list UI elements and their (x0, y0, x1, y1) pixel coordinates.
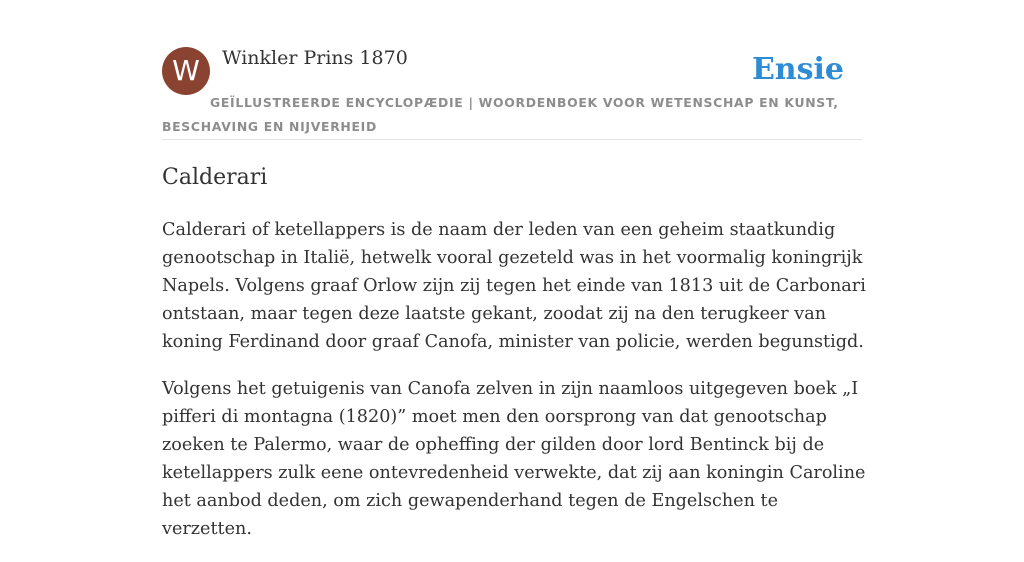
source-subtitle: GEÏLLUSTREERDE ENCYCLOPÆDIE | WOORDENBOEK VOOR WETENSCHAP EN KUNST, BESCHAVING EN NIJVERHEID (162, 95, 839, 134)
ensie-logo[interactable]: Ensie (751, 52, 844, 87)
article-paragraph: Volgens het getuigenis van Canofa zelven in zijn naamloos uitgegeven boek „I pifferi di montagna (1820)” moet men den oorsprong van dat genootschap zoeken te Palermo, waar de opheffing der gilden door lord Bentinck bij de ketellappers zulk eene ontevredenheid verwekte, dat zij aan koningin Caroline het aanbod deden, om zich gewapenderhand tegen de Engelschen te verzetten. (162, 379, 866, 539)
article-paragraph: Calderari of ketellappers is de naam der leden van een geheim staatkundig genootschap in Italië, hetwelk vooral gezeteld was in het voormalig koningrijk Napels. Volgens graaf Orlow zijn zij tegen het einde van 1813 uit de Carbonari ontstaan, maar tegen deze laatste gekant, zoodat zij na den terugkeer van koning Ferdinand door graaf Canofa, minister van policie, werden begunstigd. (162, 220, 866, 352)
article-title: Calderari (162, 165, 268, 190)
article-body (162, 216, 866, 562)
source-avatar[interactable]: W (162, 47, 210, 95)
source-header (162, 46, 862, 140)
source-title[interactable]: Winkler Prins 1870 (222, 47, 408, 69)
